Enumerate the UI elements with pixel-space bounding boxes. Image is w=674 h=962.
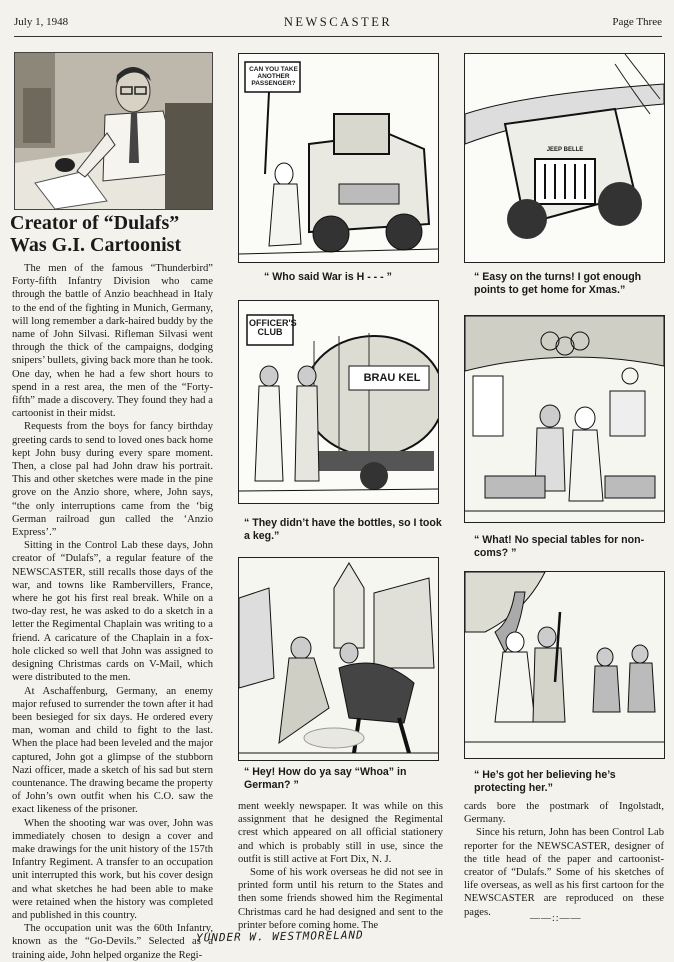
paragraph: The men of the famous “Thunderbird” Forty-fifth Infantry Division who came through the battle of Anzio beachhead in Italy to the end of the fighting in Munich, Germany, will long remember a dark-haired buddy by the name of John Silvasi. Rifleman Silvasi went through the thick of the campaigns, dodging snipers’ bullets, giving back more than he took. One day, when he had a few short hours to spend in a rest area, the men of the “Forty-fifth” made a discovery. They found they had a cartoonist in their midst. — [12, 263, 213, 420]
article-column-2 — [238, 800, 443, 932]
cartoon-caption: “ They didn’t have the bottles, so I took a keg.” — [244, 517, 442, 542]
cartoon-jeep — [464, 53, 665, 263]
page-header — [14, 16, 662, 32]
article-column-3 — [464, 800, 664, 919]
paragraph: At Aschaffenburg, Germany, an enemy major refused to surrender the town after it had been besieged for six days. He ordered every man, woman and child to fight to the last. When the place had been leveled and the major captured, John got a glimpse of the stubborn Nazi officer, made a sketch of his sad but stern countenance. The drawing became the property of John’s own outfit when his C.O. saw the exact likeness of the prisoner. — [12, 685, 213, 816]
cartoon-caption: “ Who said War is H - - - ” — [264, 271, 392, 283]
cartoon-caption: “ Easy on the turns! I got enough points to get home for Xmas.” — [474, 271, 642, 296]
officers-club-sign: OFFICER'S CLUB — [249, 318, 297, 337]
paragraph: Requests from the boys for fancy birthday greeting cards to send to loved ones back home kept John busy during every spare moment. Then, a close pal had John draw his portrait. This and other sketches were made in the pine grove on the Anzio shore, where, John says, “the only interruptions came from the ‘big German railroad gun called the ‘Anzio Express’.” — [12, 421, 213, 539]
cartoon-restaurant — [464, 315, 665, 523]
cartoon-caption: “ Hey! How do ya say “Whoa” in German? ” — [244, 766, 407, 791]
handwritten-note: YUNDER W. WESTMORELAND — [195, 928, 364, 945]
paragraph: When the shooting war was over, John was immediately chosen to design a cover and make drawings for the unit history of the 157th Infantry Regiment. A transfer to an occupation unit interrupted this work, but his cover design and what sketches he had been able to make were retained when the history was completed and published in this country. — [12, 817, 213, 921]
paragraph: Some of his work overseas he did not see in printed form until his return to the States and then some friends showed him the Regimental Christmas card he had designed and sent to the printer before coming home. The — [238, 867, 443, 931]
cartoon-sign: CAN YOU TAKE ANOTHER PASSENGER? — [249, 66, 298, 87]
issue-date: July 1, 1948 — [14, 16, 69, 28]
end-mark: ——::—— — [530, 913, 582, 924]
cartoon-truck-hitchhiker — [238, 53, 439, 263]
paragraph: cards bore the postmark of Ingolstadt, Germany. — [464, 801, 664, 826]
cartoonist-photo — [14, 52, 213, 210]
article-headline — [10, 212, 220, 256]
paragraph: Since his return, John has been Control Lab reporter for the NEWSCASTER, designer of the title head of the paper and cartoonist-creator of “Dulafs.” Some of his sketches of life overseas, as well as his first cartoon for the NEWSCASTER are reproduced on these pages. — [464, 827, 664, 918]
publication-title: NEWSCASTER — [283, 15, 393, 29]
cartoon-couple-tree — [464, 571, 665, 759]
paragraph: ment weekly newspaper. It was while on this assignment that he designed the Regimental crest which appeared on all official stationery and which is probably still in use, since the outfit is still active at Fort Dix, N. J. — [238, 801, 443, 865]
article-column-1 — [12, 262, 213, 962]
page-number: Page Three — [612, 16, 662, 28]
header-rule — [14, 36, 662, 37]
keg-label: BRAU KEL — [363, 372, 421, 384]
cartoon-officers-club-keg — [238, 300, 439, 504]
cartoon-caption: “ What! No special tables for non-coms? ” — [474, 534, 645, 559]
paragraph: The occupation unit was the 60th Infantry, known as the “Go-Devils.” Selected as a training aide, John helped organize the Regi- — [12, 923, 213, 961]
jeep-label: JEEP BELLE — [546, 147, 584, 153]
headline-line-1: Creator of “Dulafs” — [10, 212, 180, 234]
paragraph: Sitting in the Control Lab these days, John creator of “Dulafs”, a regular feature of the NEWSCASTER, still recalls those days of the war, and towns like Rambervillers, France, where he got his first real break. While on a two-day rest, he was asked to do a sketch in a letter the Regimental Chaplain was writing to a friend. A caricature of the Chaplain in a fox-hole clicked so well that John was assigned to designing Christmas cards on V-Mail, which were distributed to the men. — [12, 540, 213, 684]
cartoon-caption: “ He’s got her believing he’s protecting her.” — [474, 769, 616, 794]
headline-line-2: Was G.I. Cartoonist — [10, 234, 182, 256]
cartoon-soldier-horse — [238, 557, 439, 761]
